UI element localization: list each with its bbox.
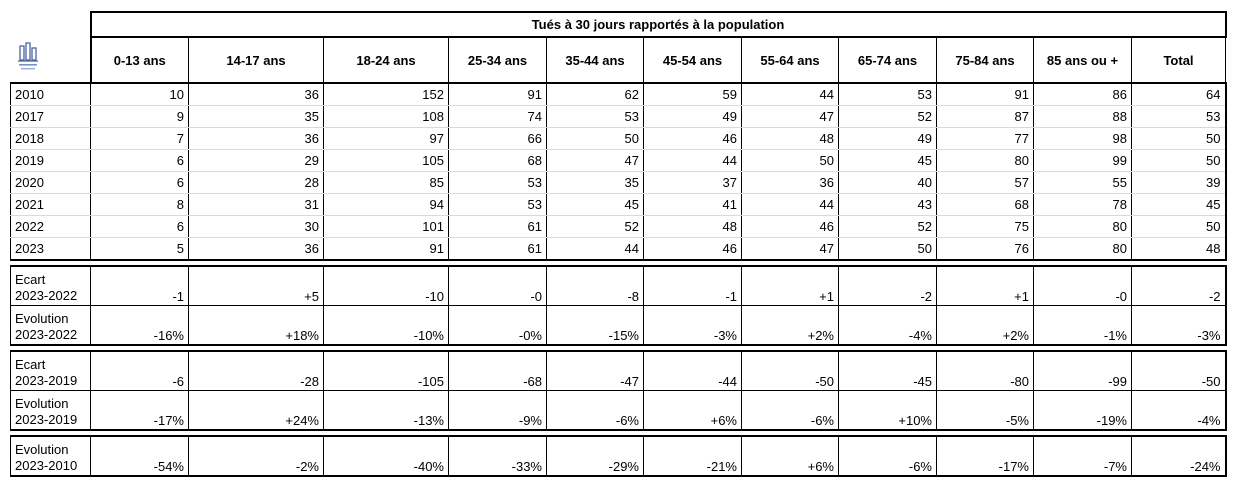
column-header: 18-24 ans [324, 37, 449, 83]
row-label-line2: 2023-2010 [15, 458, 78, 473]
table-cell: -2 [1132, 266, 1226, 306]
table-cell: 77 [937, 128, 1034, 150]
table-cell: 47 [547, 150, 644, 172]
table-cell: 44 [742, 83, 839, 106]
table-cell: 44 [547, 238, 644, 261]
stat-row [11, 436, 1226, 476]
table-cell: 44 [644, 150, 742, 172]
table-cell: 6 [91, 172, 189, 194]
table-cell: -68 [449, 351, 547, 391]
table-cell: -105 [324, 351, 449, 391]
table-cell: 50 [1132, 128, 1226, 150]
table-cell: -17% [937, 436, 1034, 476]
row-label: 2021 [11, 194, 91, 216]
table-cell: 99 [1034, 150, 1132, 172]
table-cell: 37 [644, 172, 742, 194]
row-label-line1: Evolution [15, 442, 69, 457]
table-cell: 45 [1132, 194, 1226, 216]
row-label: 2019 [11, 150, 91, 172]
row-label [11, 391, 91, 431]
row-label: 2018 [11, 128, 91, 150]
table-cell: 88 [1034, 106, 1132, 128]
column-header: 75-84 ans [937, 37, 1034, 83]
table-cell: 9 [91, 106, 189, 128]
stat-row [11, 266, 1226, 306]
column-header: 85 ans ou + [1034, 37, 1132, 83]
column-header: 55-64 ans [742, 37, 839, 83]
table-cell: -10 [324, 266, 449, 306]
table-cell: 74 [449, 106, 547, 128]
table-cell: 59 [644, 83, 742, 106]
column-header: 35-44 ans [547, 37, 644, 83]
table-cell: 50 [742, 150, 839, 172]
table-cell: 41 [644, 194, 742, 216]
table-cell: -6% [547, 391, 644, 431]
table-cell: -17% [91, 391, 189, 431]
table-cell: 91 [937, 83, 1034, 106]
column-header: 25-34 ans [449, 37, 547, 83]
table-cell: 91 [449, 83, 547, 106]
table-cell: 6 [91, 150, 189, 172]
table-cell: -1 [91, 266, 189, 306]
table-cell: 46 [644, 128, 742, 150]
table-cell: -7% [1034, 436, 1132, 476]
table-cell: 78 [1034, 194, 1132, 216]
table-cell: -5% [937, 391, 1034, 431]
table-cell: 97 [324, 128, 449, 150]
table-cell: -13% [324, 391, 449, 431]
table-cell: 91 [324, 238, 449, 261]
row-label-line2: 2023-2019 [15, 412, 78, 427]
table-cell: 5 [91, 238, 189, 261]
table-cell: -99 [1034, 351, 1132, 391]
table-cell: 76 [937, 238, 1034, 261]
table-cell: 57 [937, 172, 1034, 194]
stat-row [11, 391, 1226, 431]
table-cell: -3% [644, 306, 742, 346]
table-cell: -54% [91, 436, 189, 476]
table-cell: 10 [91, 83, 189, 106]
table-cell: +24% [189, 391, 324, 431]
table-cell: 87 [937, 106, 1034, 128]
header-corner [11, 37, 91, 83]
table-cell: -40% [324, 436, 449, 476]
table-cell: 8 [91, 194, 189, 216]
table-cell: 47 [742, 238, 839, 261]
table-cell: 46 [742, 216, 839, 238]
row-label: 2022 [11, 216, 91, 238]
row-label: 2020 [11, 172, 91, 194]
row-label-line2: 2023-2019 [15, 373, 78, 388]
table-cell: 49 [644, 106, 742, 128]
table-cell: -1% [1034, 306, 1132, 346]
table-cell: 49 [839, 128, 937, 150]
table-cell: 55 [1034, 172, 1132, 194]
table-cell: -8 [547, 266, 644, 306]
row-label-line1: Evolution [15, 311, 69, 326]
table-cell: 40 [839, 172, 937, 194]
table-cell: +1 [937, 266, 1034, 306]
table-cell: -33% [449, 436, 547, 476]
row-label-line2: 2023-2022 [15, 327, 78, 342]
table-cell: 75 [937, 216, 1034, 238]
table-cell: 52 [839, 216, 937, 238]
table-cell: -0 [1034, 266, 1132, 306]
table-cell: 36 [189, 83, 324, 106]
table-cell: 48 [742, 128, 839, 150]
table-row [11, 238, 1226, 261]
table-cell: -50 [1132, 351, 1226, 391]
table-cell: 36 [189, 128, 324, 150]
table-cell: +18% [189, 306, 324, 346]
table-cell: -44 [644, 351, 742, 391]
table-cell: 53 [449, 172, 547, 194]
table-cell: 98 [1034, 128, 1132, 150]
table-cell: +1 [742, 266, 839, 306]
table-cell: 80 [937, 150, 1034, 172]
row-label-line1: Ecart [15, 272, 46, 287]
table-cell: 62 [547, 83, 644, 106]
column-header: Total [1132, 37, 1226, 83]
table-cell: 50 [839, 238, 937, 261]
table-cell: 61 [449, 238, 547, 261]
table-cell: +10% [839, 391, 937, 431]
table-row [11, 83, 1226, 106]
stat-row [11, 351, 1226, 391]
table-cell: 47 [742, 106, 839, 128]
table-cell: 36 [189, 238, 324, 261]
table-cell: -15% [547, 306, 644, 346]
row-label: 2010 [11, 83, 91, 106]
table-cell: 101 [324, 216, 449, 238]
table-cell: -10% [324, 306, 449, 346]
table-row [11, 106, 1226, 128]
table-cell: -4% [839, 306, 937, 346]
table-cell: -50 [742, 351, 839, 391]
table-cell: 44 [742, 194, 839, 216]
table-cell: 53 [839, 83, 937, 106]
table-cell: 7 [91, 128, 189, 150]
column-header: 14-17 ans [189, 37, 324, 83]
table-title: Tués à 30 jours rapportés à la population [91, 12, 1226, 37]
column-header: 0-13 ans [91, 37, 189, 83]
table-cell: 45 [547, 194, 644, 216]
table-cell: 85 [324, 172, 449, 194]
table-cell: -19% [1034, 391, 1132, 431]
table-cell: 28 [189, 172, 324, 194]
table-cell: 48 [1132, 238, 1226, 261]
table-cell: -0 [449, 266, 547, 306]
table-cell: 39 [1132, 172, 1226, 194]
table-cell: 52 [547, 216, 644, 238]
table-cell: 50 [1132, 150, 1226, 172]
table-cell: -80 [937, 351, 1034, 391]
table-cell: 53 [449, 194, 547, 216]
table-cell: 53 [1132, 106, 1226, 128]
table-cell: -2% [189, 436, 324, 476]
table-cell: 68 [449, 150, 547, 172]
table-cell: 31 [189, 194, 324, 216]
table-cell: -45 [839, 351, 937, 391]
stat-row [11, 306, 1226, 346]
column-header: 65-74 ans [839, 37, 937, 83]
table-cell: 6 [91, 216, 189, 238]
data-table [10, 11, 1227, 477]
table-row [11, 128, 1226, 150]
row-label: 2023 [11, 238, 91, 261]
table-cell: -21% [644, 436, 742, 476]
row-label-line2: 2023-2022 [15, 288, 78, 303]
table-cell: 64 [1132, 83, 1226, 106]
table-cell: 68 [937, 194, 1034, 216]
table-cell: -3% [1132, 306, 1226, 346]
table-cell: 35 [547, 172, 644, 194]
table-cell: +5 [189, 266, 324, 306]
table-cell: -6% [839, 436, 937, 476]
row-label [11, 436, 91, 476]
table-cell: 35 [189, 106, 324, 128]
row-label-line1: Evolution [15, 396, 69, 411]
column-header: 45-54 ans [644, 37, 742, 83]
table-cell: 80 [1034, 238, 1132, 261]
table-cell: 30 [189, 216, 324, 238]
table-row [11, 216, 1226, 238]
table-cell: +2% [742, 306, 839, 346]
row-label [11, 306, 91, 346]
table-cell: 29 [189, 150, 324, 172]
table-cell: 52 [839, 106, 937, 128]
table-cell: 94 [324, 194, 449, 216]
table-cell: 53 [547, 106, 644, 128]
table-cell: 61 [449, 216, 547, 238]
table-cell: 50 [1132, 216, 1226, 238]
table-cell: 45 [839, 150, 937, 172]
table-cell: -9% [449, 391, 547, 431]
table-cell: -1 [644, 266, 742, 306]
table-cell: 66 [449, 128, 547, 150]
table-cell: -0% [449, 306, 547, 346]
row-label-line1: Ecart [15, 357, 46, 372]
table-cell: 86 [1034, 83, 1132, 106]
table-cell: -24% [1132, 436, 1226, 476]
table-cell: 48 [644, 216, 742, 238]
table-cell: -47 [547, 351, 644, 391]
table-row [11, 194, 1226, 216]
table-cell: -16% [91, 306, 189, 346]
table-cell: 46 [644, 238, 742, 261]
table-cell: -28 [189, 351, 324, 391]
row-label: 2017 [11, 106, 91, 128]
table-cell: 152 [324, 83, 449, 106]
table-cell: +2% [937, 306, 1034, 346]
table-cell: -29% [547, 436, 644, 476]
table-cell: +6% [742, 436, 839, 476]
table-cell: 80 [1034, 216, 1132, 238]
row-label [11, 351, 91, 391]
row-label [11, 266, 91, 306]
table-cell: 105 [324, 150, 449, 172]
table-cell: 36 [742, 172, 839, 194]
table-cell: -4% [1132, 391, 1226, 431]
table-row [11, 150, 1226, 172]
table-cell: +6% [644, 391, 742, 431]
table-cell: 50 [547, 128, 644, 150]
table-row [11, 172, 1226, 194]
table-cell: -6 [91, 351, 189, 391]
table-cell: -2 [839, 266, 937, 306]
table-cell: 108 [324, 106, 449, 128]
table-cell: -6% [742, 391, 839, 431]
table-cell: 43 [839, 194, 937, 216]
